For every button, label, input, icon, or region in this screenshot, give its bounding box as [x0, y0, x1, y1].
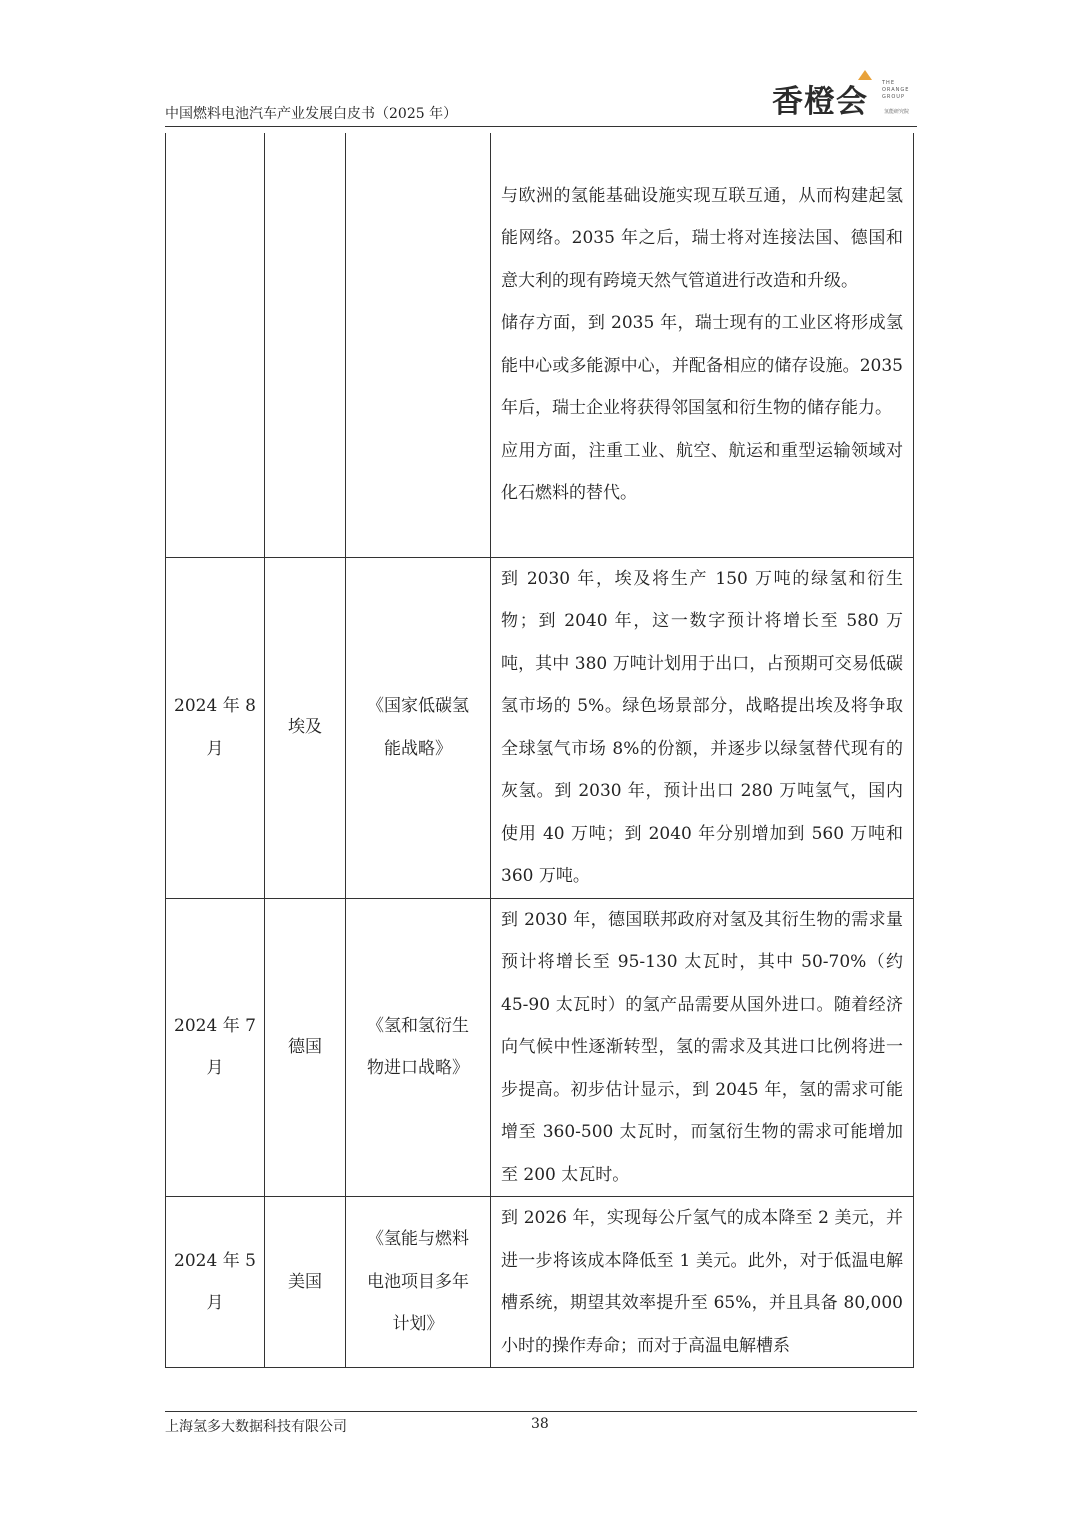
- policy-name-cell: [346, 1197, 491, 1368]
- content-paragraph: 应用方面，注重工业、航空、航运和重型运输领域对化石燃料的替代。: [501, 440, 903, 504]
- logo-tagline: 氢能研究院: [884, 109, 910, 115]
- table-row: [166, 898, 914, 1197]
- policy-name-cell: [346, 898, 491, 1197]
- country-cell: 埃及: [265, 557, 346, 898]
- date-line: 2024 年 5: [174, 1250, 256, 1271]
- policy-table: [165, 133, 914, 1368]
- logo-text: 香橙会: [772, 84, 868, 120]
- date-cell: [166, 557, 265, 898]
- date-line: 2024 年 7: [174, 1015, 256, 1036]
- company-name: 上海氢多大数据科技有限公司: [165, 1419, 347, 1435]
- page-number: 38: [531, 1416, 549, 1432]
- policy-name-line: 物进口战略》: [367, 1058, 469, 1079]
- policy-name-line: 《氢能与燃料: [367, 1229, 469, 1250]
- content-paragraph: 储存方面，到 2035 年，瑞士现有的工业区将形成氢能中心或多能源中心，并配备相应的储存设施。2035 年后，瑞士企业将获得邻国氢和衍生物的储存能力。: [501, 313, 903, 419]
- orange-group-logo: [772, 74, 917, 118]
- content-paragraph: 到 2030 年，埃及将生产 150 万吨的绿氢和衍生物；到 2040 年，这一数字预计将增长至 580 万吨，其中 380 万吨计划用于出口，占预期可交易低碳氢市场的 5%。绿色场景部分，战略提出埃及将争取全球氢气市场 8%的份额，并逐步以绿氢替代现有的灰氢。到 2030 年，预计出口 280 万吨氢气，国内使用 40 万吨；到 2040 年分别增加到 560 万吨和 360 万吨。: [501, 568, 903, 886]
- table-row: [166, 557, 914, 898]
- country-cell: [265, 133, 346, 557]
- date-cell: [166, 133, 265, 557]
- date-line: 月: [206, 1293, 224, 1313]
- policy-name-cell: [346, 557, 491, 898]
- logo-english-text: THE ORANGE GROUP: [882, 80, 910, 100]
- content-cell: [491, 133, 914, 557]
- date-line: 月: [206, 738, 224, 759]
- date-line: 2024 年 8: [174, 696, 256, 716]
- content-cell: [491, 898, 914, 1197]
- policy-name-cell: [346, 133, 491, 557]
- policy-name-line: 《国家低碳氢: [367, 696, 469, 716]
- content-cell: [491, 1197, 914, 1368]
- date-cell: [166, 898, 265, 1197]
- table-row: [166, 1197, 914, 1368]
- content-paragraph: 到 2026 年，实现每公斤氢气的成本降至 2 美元，并进一步将该成本降低至 1 美元。此外，对于低温电解槽系统，期望其效率提升至 65%，并且具备 80,000 小时的操作寿命；而对于高温电解槽系: [501, 1208, 903, 1356]
- country-cell: 德国: [265, 898, 346, 1197]
- date-cell: [166, 1197, 265, 1368]
- country-cell: 美国: [265, 1197, 346, 1368]
- policy-name-line: 电池项目多年: [367, 1271, 469, 1292]
- date-line: 月: [206, 1058, 224, 1079]
- document-title: 中国燃料电池汽车产业发展白皮书（2025 年）: [165, 106, 458, 122]
- content-cell: [491, 557, 914, 898]
- policy-name-line: 计划》: [392, 1314, 444, 1335]
- policy-name-line: 能战略》: [384, 738, 452, 759]
- content-paragraph: 到 2030 年，德国联邦政府对氢及其衍生物的需求量预计将增长至 95-130 太瓦时，其中 50-70%（约 45-90 太瓦时）的氢产品需要从国外进口。随着经济向气候中性逐渐转型，氢的需求及其进口比例将进一步提高。初步估计显示，到 2045 年，氢的需求可能增至 360-500 太瓦时，而氢衍生物的需求可能增加至 200 太瓦时。: [501, 909, 903, 1185]
- page-header: [165, 70, 917, 127]
- page-footer: [165, 1411, 917, 1442]
- policy-name-line: 《氢和氢衍生: [367, 1015, 469, 1036]
- table-row: [166, 133, 914, 557]
- content-paragraph: 与欧洲的氢能基础设施实现互联互通，从而构建起氢能网络。2035 年之后，瑞士将对连接法国、德国和意大利的现有跨境天然气管道进行改造和升级。: [501, 185, 903, 291]
